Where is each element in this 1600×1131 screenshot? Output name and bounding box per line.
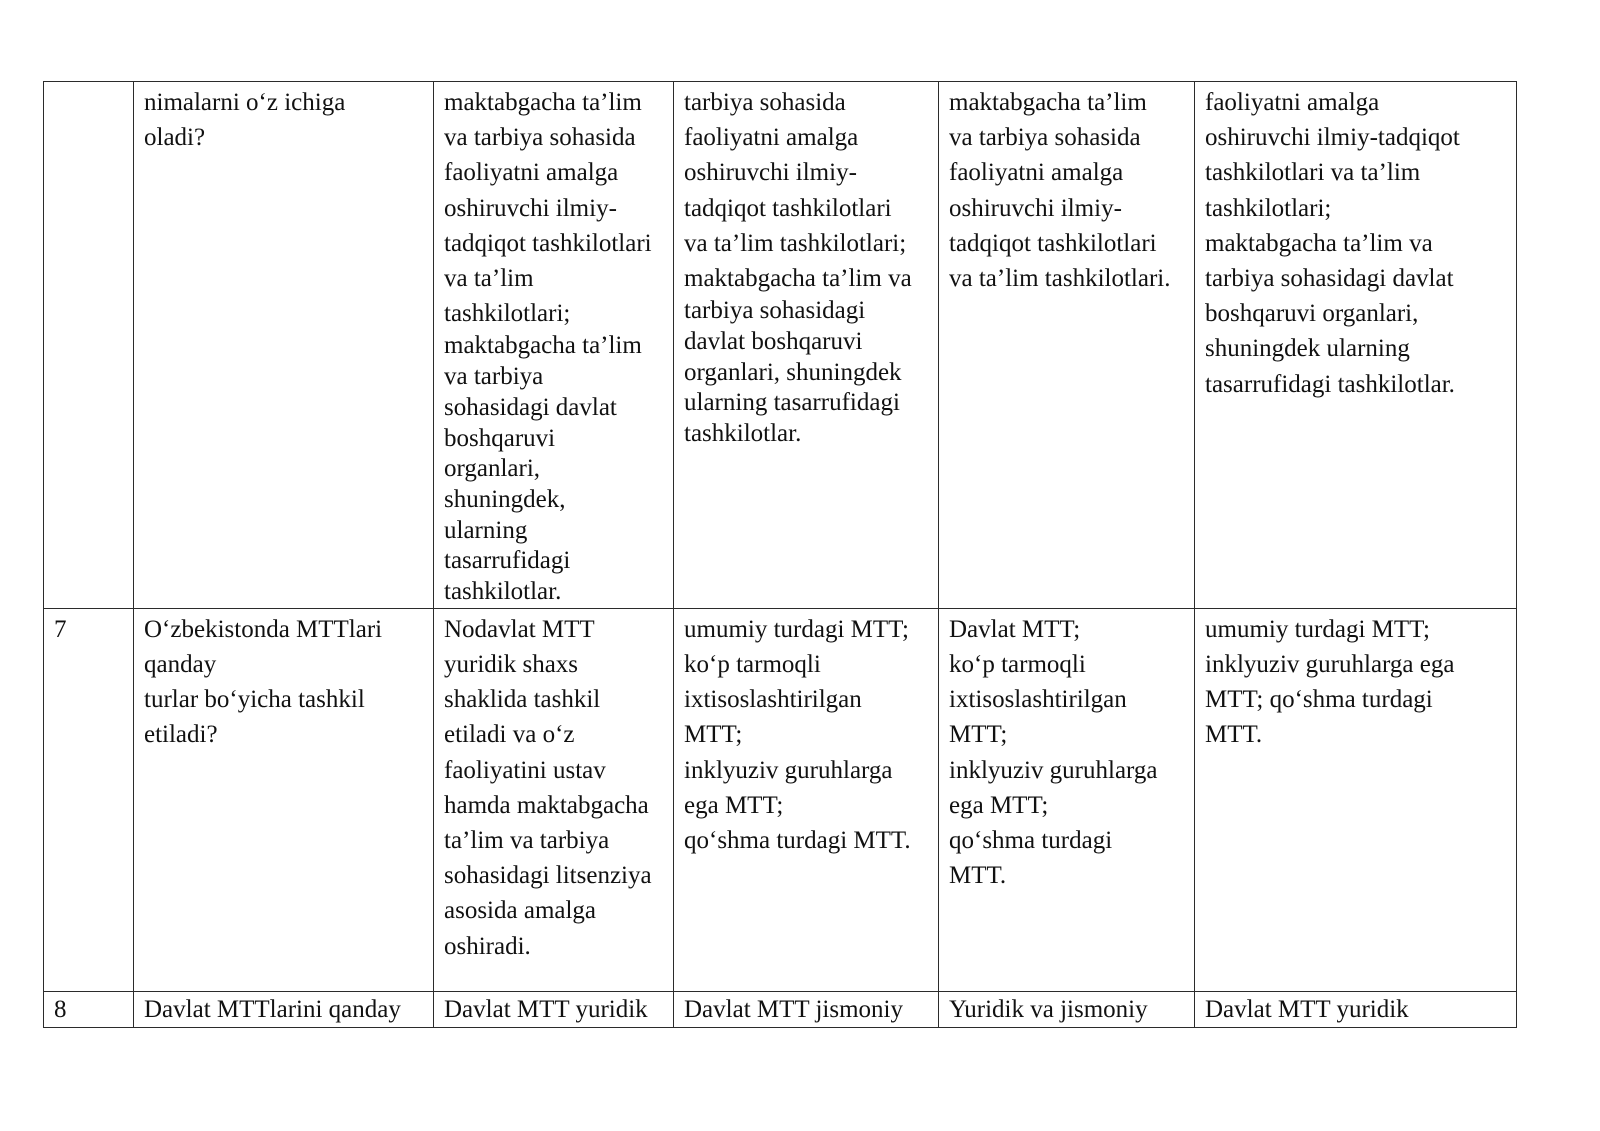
- answer-text-line: Davlat MTT yuridik: [1205, 995, 1409, 1023]
- question-text-line: turlar bo‘yicha tashkil: [144, 686, 365, 714]
- question-number-cell: [44, 991, 134, 1027]
- test-questions-table: [43, 81, 1517, 1028]
- answer-text-line: tashkilotlari va ta’lim: [1205, 159, 1421, 187]
- answer-text-line: maktabgacha ta’lim: [444, 332, 642, 360]
- answer-text-line: tadqiqot tashkilotlari: [684, 194, 892, 222]
- answer-text-line: qo‘shma turdagi MTT.: [684, 826, 911, 854]
- answer-option-cell: [939, 991, 1195, 1027]
- answer-text-line: oshiruvchi ilmiy-: [444, 194, 617, 222]
- answer-text-line: etiladi va o‘z: [444, 721, 575, 749]
- answer-text-line: tarbiya sohasida: [684, 89, 846, 116]
- question-text-line: oladi?: [144, 124, 206, 152]
- answer-text-line: faoliyatni amalga: [684, 124, 859, 152]
- answer-text-line: va ta’lim tashkilotlari;: [684, 229, 907, 257]
- answer-text-line: ko‘p tarmoqli: [684, 650, 821, 678]
- question-text-line: qanday: [144, 650, 217, 678]
- answer-text-line: va tarbiya sohasida: [444, 124, 636, 152]
- answer-text-line: asosida amalga: [444, 897, 597, 925]
- answer-text-line: umumiy turdagi MTT;: [684, 615, 909, 643]
- question-text-line: etiladi?: [144, 721, 218, 749]
- answer-text-line: yuridik shaxs: [444, 650, 579, 678]
- answer-text-line: MTT;: [949, 721, 1008, 749]
- answer-text-line: tarbiya sohasidagi davlat: [1205, 265, 1454, 293]
- answer-text-line: ega MTT;: [949, 791, 1049, 819]
- answer-option-cell: [674, 608, 939, 991]
- answer-text-line: faoliyatini ustav: [444, 756, 606, 784]
- answer-text-line: ixtisoslashtirilgan: [684, 686, 862, 714]
- answer-text-line: Yuridik va jismoniy: [949, 995, 1148, 1023]
- answer-text-line: oshiruvchi ilmiy-: [949, 194, 1122, 222]
- question-text-line: Davlat MTTlarini qanday: [144, 995, 401, 1023]
- answer-text-line: tadqiqot tashkilotlari: [444, 229, 652, 257]
- answer-option-cell: [434, 608, 674, 991]
- answer-text-line: maktabgacha ta’lim: [949, 89, 1147, 116]
- answer-text-line: tashkilotlar.: [684, 420, 802, 448]
- answer-text-line: inklyuziv guruhlarga ega: [1205, 650, 1455, 678]
- answer-option-cell: [434, 82, 674, 609]
- answer-option-cell: [674, 82, 939, 609]
- answer-text-line: inklyuziv guruhlarga: [684, 756, 893, 784]
- answer-option-cell: [674, 991, 939, 1027]
- question-text-line: nimalarni o‘z ichiga: [144, 89, 346, 116]
- answer-option-cell: [939, 608, 1195, 991]
- question-number-cell: [44, 82, 134, 609]
- answer-option-cell: [1195, 82, 1517, 609]
- answer-text-line: faoliyatni amalga: [949, 159, 1124, 187]
- answer-text-line: organlari, shuningdek: [684, 358, 902, 386]
- answer-text-line: ixtisoslashtirilgan: [949, 686, 1127, 714]
- answer-text-line: va ta’lim: [444, 265, 534, 293]
- question-text-cell: [134, 991, 434, 1027]
- answer-text-line: tasarrufidagi: [444, 547, 571, 575]
- answer-text-line: tashkilotlari;: [444, 300, 571, 328]
- answer-text-line: va tarbiya: [444, 363, 544, 391]
- answer-option-cell: [939, 82, 1195, 609]
- table-row: [44, 608, 1517, 991]
- question-number-cell: [44, 608, 134, 991]
- answer-text-line: faoliyatni amalga: [1205, 89, 1380, 116]
- answer-text-line: va tarbiya sohasida: [949, 124, 1141, 152]
- answer-text-line: oshiruvchi ilmiy-: [684, 159, 857, 187]
- answer-text-line: umumiy turdagi MTT;: [1205, 615, 1430, 643]
- answer-text-line: sohasidagi litsenziya: [444, 862, 652, 890]
- answer-text-line: Davlat MTT;: [949, 615, 1081, 643]
- answer-text-line: oshiruvchi ilmiy-tadqiqot: [1205, 124, 1460, 152]
- question-text-cell: [134, 608, 434, 991]
- table-row: [44, 991, 1517, 1027]
- answer-text-line: maktabgacha ta’lim va: [1205, 229, 1433, 257]
- answer-text-line: tashkilotlar.: [444, 578, 562, 606]
- answer-text-line: MTT.: [949, 862, 1007, 890]
- answer-text-line: Davlat MTT jismoniy: [684, 995, 903, 1023]
- answer-text-line: ko‘p tarmoqli: [949, 650, 1086, 678]
- answer-option-cell: [1195, 608, 1517, 991]
- answer-text-line: inklyuziv guruhlarga: [949, 756, 1158, 784]
- answer-text-line: Nodavlat MTT: [444, 615, 595, 643]
- answer-text-line: shaklida tashkil: [444, 686, 601, 714]
- answer-text-line: ta’lim va tarbiya: [444, 826, 610, 854]
- answer-text-line: hamda maktabgacha: [444, 791, 649, 819]
- table-row: [44, 82, 1517, 609]
- table-body: [44, 82, 1517, 1028]
- answer-text-line: maktabgacha ta’lim: [444, 89, 642, 116]
- answer-text-line: sohasidagi davlat: [444, 393, 617, 421]
- question-number: 7: [54, 615, 67, 643]
- question-text-cell: [134, 82, 434, 609]
- answer-text-line: tashkilotlari;: [1205, 194, 1332, 222]
- answer-text-line: tadqiqot tashkilotlari: [949, 229, 1157, 257]
- answer-text-line: tarbiya sohasidagi: [684, 297, 866, 325]
- answer-text-line: faoliyatni amalga: [444, 159, 619, 187]
- answer-text-line: ularning: [444, 516, 528, 544]
- question-text-line: O‘zbekistonda MTTlari: [144, 615, 383, 643]
- question-number: 8: [54, 995, 67, 1023]
- answer-text-line: ega MTT;: [684, 791, 784, 819]
- answer-text-line: shuningdek,: [444, 485, 566, 513]
- document-page: [43, 81, 1516, 1028]
- answer-text-line: qo‘shma turdagi: [949, 826, 1113, 854]
- answer-text-line: MTT; qo‘shma turdagi: [1205, 686, 1433, 714]
- answer-text-line: MTT;: [684, 721, 743, 749]
- answer-text-line: oshiradi.: [444, 932, 531, 960]
- answer-text-line: tasarrufidagi tashkilotlar.: [1205, 370, 1455, 398]
- answer-text-line: davlat boshqaruvi: [684, 327, 863, 355]
- answer-text-line: organlari,: [444, 455, 541, 483]
- answer-text-line: maktabgacha ta’lim va: [684, 265, 912, 293]
- answer-text-line: boshqaruvi organlari,: [1205, 300, 1419, 328]
- answer-text-line: boshqaruvi: [444, 424, 556, 452]
- answer-text-line: MTT.: [1205, 721, 1263, 749]
- answer-option-cell: [434, 991, 674, 1027]
- answer-text-line: shuningdek ularning: [1205, 335, 1410, 363]
- answer-option-cell: [1195, 991, 1517, 1027]
- answer-text-line: Davlat MTT yuridik: [444, 995, 648, 1023]
- answer-text-line: va ta’lim tashkilotlari.: [949, 265, 1171, 293]
- answer-text-line: ularning tasarrufidagi: [684, 389, 900, 417]
